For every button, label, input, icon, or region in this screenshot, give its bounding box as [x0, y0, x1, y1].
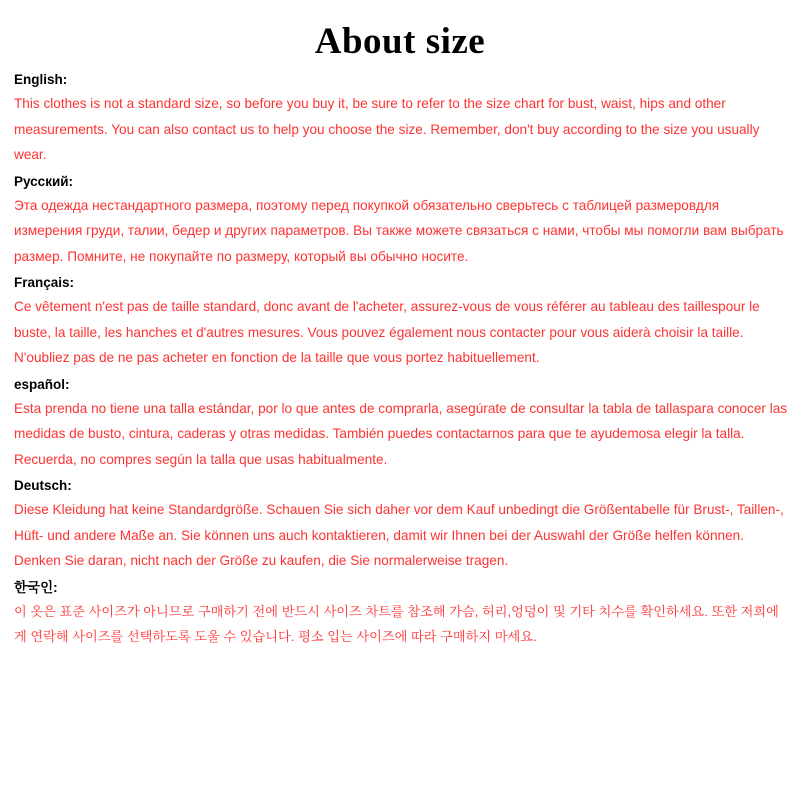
- language-section-english: [6, 70, 794, 168]
- language-text-korean: 이 옷은 표준 사이즈가 아니므로 구매하기 전에 반드시 사이즈 차트를 참조해 가슴, 허리,엉덩이 및 기타 치수를 확인하세요. 또한 저희에게 연락해 사이즈를 선택하도록 도울 수 있습니다. 평소 입는 사이즈에 따라 구매하지 마세요.: [14, 603, 779, 644]
- language-label-korean: 한국인:: [14, 579, 58, 595]
- language-section-russian: [6, 172, 794, 270]
- language-label-french: Français:: [14, 275, 75, 290]
- language-label-russian: Русский:: [14, 173, 74, 189]
- language-text-spanish: Esta prenda no tiene una talla estándar, por lo que antes de comprarla, asegúrate de consultar la tabla de tallaspara conocer las medidas de busto, cintura, caderas y otras medidas. También puedes contactarnos para que te ayudemosa elegir la talla. Recuerda, no compres según la talla que usas habitualmente.: [14, 400, 788, 467]
- language-text-french: Ce vêtement n'est pas de taille standard, donc avant de l'acheter, assurez-vous de vous référer au tableau des taillespour le buste, la taille, les hanches et d'autres mesures. Vous pouvez également nous contacter pour vous aiderà choisir la taille. N'oubliez pas de ne pas acheter en fonction de la taille que vous portez habituellement.: [14, 299, 760, 365]
- language-text-russian: Эта одежда нестандартного размера, поэтому перед покупкой обязательно сверьтесь с таблицей размеровдля измерения груди, талии, бедер и других параметров. Вы также можете связаться с нами, чтобы мы помогли вам выбрать размер. Помните, не покупайте по размеру, который вы обычно носите.: [14, 197, 784, 264]
- language-text-german: Diese Kleidung hat keine Standardgröße. Schauen Sie sich daher vor dem Kauf unbedingt die Größentabelle für Brust-, Taillen-, Hüft- und andere Maße an. Sie können uns auch kontaktieren, damit wir Ihnen bei der Auswahl der Größe helfen können. Denken Sie daran, nicht nach der Größe zu kaufen, die Sie normalerweise tragen.: [14, 502, 784, 568]
- language-section-korean: [6, 578, 794, 649]
- language-text-english: This clothes is not a standard size, so before you buy it, be sure to refer to the size chart for bust, waist, hips and other measurements. You can also contact us to help you choose the size. Remember, don't buy according to the size you usually wear.: [14, 96, 760, 162]
- language-label-spanish: español:: [14, 376, 70, 392]
- language-section-french: [6, 273, 794, 371]
- language-section-spanish: [6, 375, 794, 473]
- language-label-english: English:: [14, 72, 68, 87]
- language-label-german: Deutsch:: [14, 478, 72, 493]
- language-section-german: [6, 476, 794, 574]
- page-title: About size: [314, 21, 486, 62]
